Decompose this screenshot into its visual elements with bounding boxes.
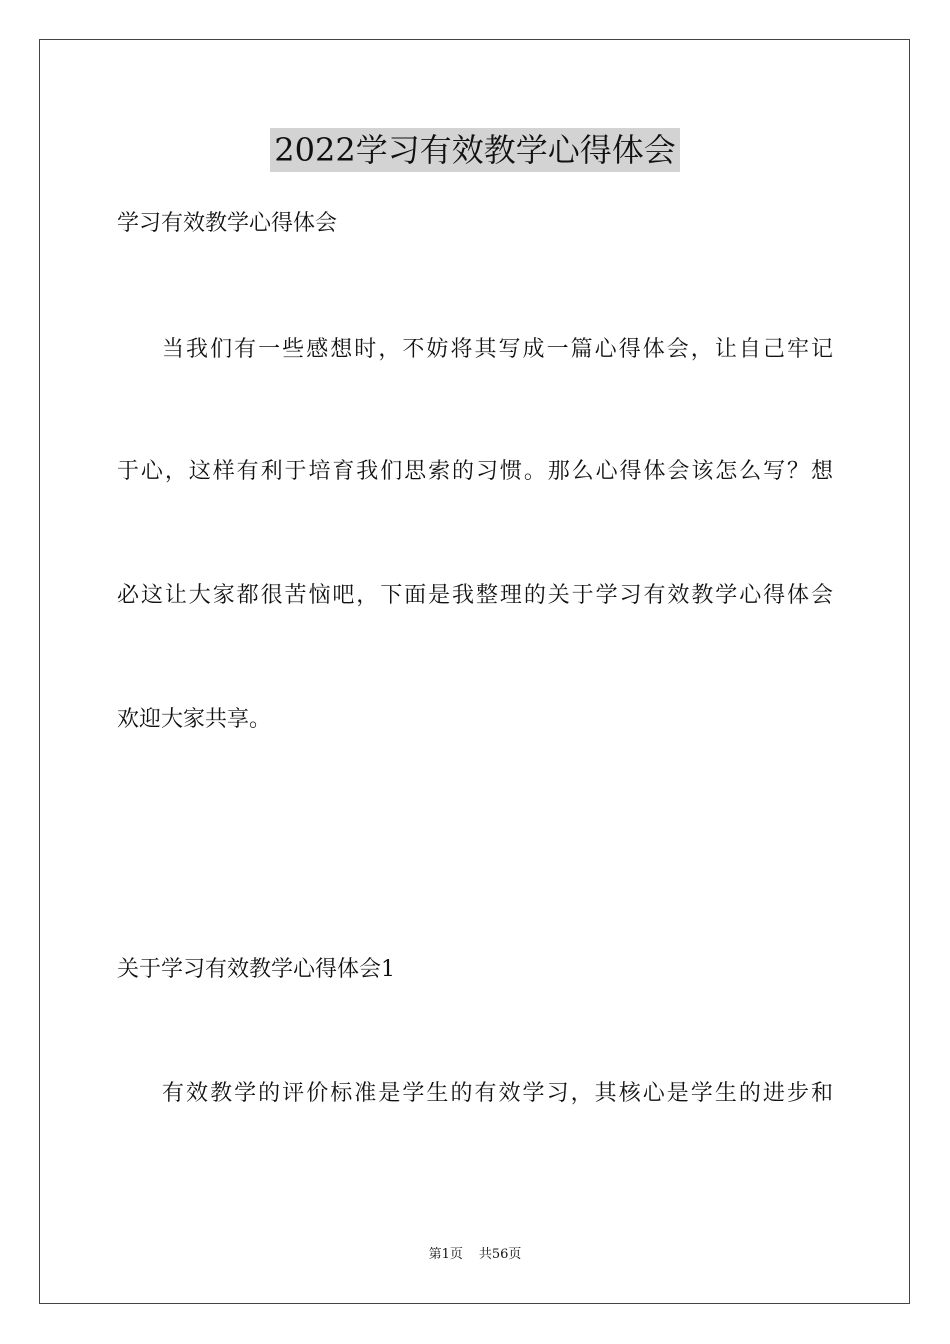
document-title bbox=[0, 128, 950, 172]
section-line-1: 有效教学的评价标准是学生的有效学习，其核心是学生的进步和 bbox=[162, 1081, 833, 1106]
document-subtitle: 学习有效教学心得体会 bbox=[117, 211, 338, 236]
section-heading: 关于学习有效教学心得体会1 bbox=[117, 957, 395, 982]
intro-line-2: 于心，这样有利于培育我们思索的习惯。那么心得体会该怎么写？想 bbox=[117, 459, 833, 484]
intro-line-1: 当我们有一些感想时，不妨将其写成一篇心得体会，让自己牢记 bbox=[162, 337, 833, 362]
intro-line-3: 必这让大家都很苦恼吧，下面是我整理的关于学习有效教学心得体会 bbox=[117, 583, 833, 608]
page-footer bbox=[0, 1246, 950, 1264]
page-number-current: 第1页 bbox=[428, 1247, 463, 1262]
intro-line-4: 欢迎大家共享。 bbox=[117, 707, 272, 732]
page-number-total: 共56页 bbox=[478, 1247, 522, 1262]
document-title-text: 2022学习有效教学心得体会 bbox=[270, 128, 679, 172]
